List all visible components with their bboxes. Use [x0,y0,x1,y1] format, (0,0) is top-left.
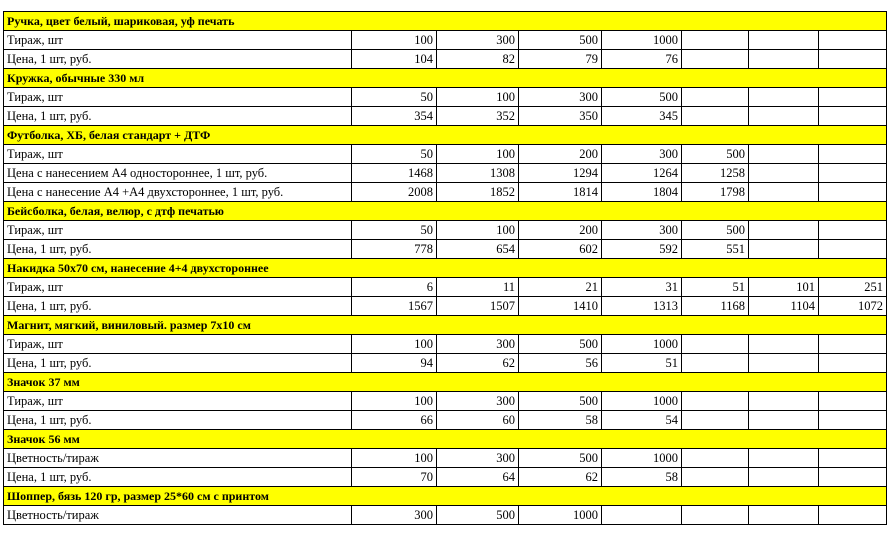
table-cell: 51 [682,278,749,297]
table-cell: 1000 [519,506,602,525]
table-cell: 300 [602,221,682,240]
table-cell [749,449,819,468]
table-cell [682,31,749,50]
section-title: Накидка 50х70 см, нанесение 4+4 двухстороннее [4,259,887,278]
table-cell [749,392,819,411]
row-label: Цена с нанесением А4 одностороннее, 1 шт, руб. [4,164,352,183]
table-cell: 6 [352,278,437,297]
table-cell [682,449,749,468]
table-cell [819,88,887,107]
table-cell: 1468 [352,164,437,183]
section-header-row [4,430,887,449]
table-cell: 1000 [602,392,682,411]
table-cell [749,107,819,126]
row-label: Тираж, шт [4,88,352,107]
table-row [4,335,887,354]
table-cell [682,50,749,69]
table-cell: 1072 [819,297,887,316]
row-label: Цена, 1 шт, руб. [4,411,352,430]
table-cell: 62 [437,354,519,373]
section-header-row [4,126,887,145]
table-cell: 500 [519,449,602,468]
table-row [4,278,887,297]
table-row [4,506,887,525]
table-row [4,145,887,164]
table-cell: 58 [519,411,602,430]
row-label: Цена, 1 шт, руб. [4,297,352,316]
table-cell [819,506,887,525]
table-row [4,50,887,69]
table-cell [682,335,749,354]
table-cell: 1567 [352,297,437,316]
table-cell: 100 [437,88,519,107]
table-cell: 654 [437,240,519,259]
row-label: Цена, 1 шт, руб. [4,468,352,487]
table-cell [749,31,819,50]
table-cell [682,392,749,411]
table-cell [749,221,819,240]
table-cell: 1804 [602,183,682,202]
table-cell: 58 [602,468,682,487]
table-row [4,240,887,259]
section-header-row [4,259,887,278]
table-cell [749,354,819,373]
row-label: Тираж, шт [4,278,352,297]
row-label: Цветность/тираж [4,506,352,525]
table-cell: 500 [602,88,682,107]
row-label: Тираж, шт [4,221,352,240]
table-cell: 100 [437,221,519,240]
row-label: Тираж, шт [4,335,352,354]
section-header-row [4,316,887,335]
table-cell [682,411,749,430]
table-cell: 352 [437,107,519,126]
table-row [4,411,887,430]
table-cell: 200 [519,221,602,240]
row-label: Цена, 1 шт, руб. [4,354,352,373]
section-title: Магнит, мягкий, виниловый. размер 7х10 см [4,316,887,335]
table-cell: 100 [352,31,437,50]
table-row [4,107,887,126]
table-cell: 1104 [749,297,819,316]
table-row [4,449,887,468]
table-cell [819,468,887,487]
table-cell: 51 [602,354,682,373]
table-cell [819,50,887,69]
table-cell: 1814 [519,183,602,202]
table-cell: 1294 [519,164,602,183]
section-title: Кружка, обычные 330 мл [4,69,887,88]
table-cell [819,183,887,202]
table-cell: 300 [519,88,602,107]
table-cell [682,354,749,373]
table-row [4,88,887,107]
table-cell: 50 [352,221,437,240]
table-cell: 66 [352,411,437,430]
table-cell [682,88,749,107]
table-cell: 100 [437,145,519,164]
price-table [3,11,887,525]
table-cell: 60 [437,411,519,430]
table-row [4,468,887,487]
table-cell [682,107,749,126]
table-cell [749,468,819,487]
table-cell: 11 [437,278,519,297]
table-cell: 500 [519,31,602,50]
table-cell [819,411,887,430]
table-cell: 1000 [602,449,682,468]
table-row [4,392,887,411]
table-cell [749,506,819,525]
table-cell [819,221,887,240]
table-row [4,183,887,202]
table-cell [749,50,819,69]
table-cell: 56 [519,354,602,373]
table-cell: 82 [437,50,519,69]
row-label: Цена, 1 шт, руб. [4,240,352,259]
table-cell: 354 [352,107,437,126]
table-row [4,164,887,183]
row-label: Цена, 1 шт, руб. [4,107,352,126]
table-cell [819,354,887,373]
section-title: Значок 56 мм [4,430,887,449]
table-cell: 1264 [602,164,682,183]
table-cell [682,468,749,487]
section-header-row [4,12,887,31]
table-cell: 104 [352,50,437,69]
table-cell: 300 [437,335,519,354]
table-cell: 551 [682,240,749,259]
table-cell: 500 [519,392,602,411]
price-sheet [3,11,887,525]
table-cell: 31 [602,278,682,297]
table-cell: 300 [437,449,519,468]
row-label: Тираж, шт [4,392,352,411]
table-body [4,12,887,525]
table-cell: 500 [682,221,749,240]
section-header-row [4,373,887,392]
table-cell: 500 [519,335,602,354]
row-label: Цветность/тираж [4,449,352,468]
table-cell: 70 [352,468,437,487]
table-cell [749,88,819,107]
table-cell: 1798 [682,183,749,202]
section-title: Бейсболка, белая, велюр, с дтф печатью [4,202,887,221]
table-cell: 778 [352,240,437,259]
table-cell: 602 [519,240,602,259]
table-cell: 300 [602,145,682,164]
table-cell [602,506,682,525]
table-row [4,354,887,373]
table-cell: 64 [437,468,519,487]
table-row [4,31,887,50]
table-cell: 1258 [682,164,749,183]
table-cell [819,240,887,259]
table-cell [749,335,819,354]
section-title: Ручка, цвет белый, шариковая, уф печать [4,12,887,31]
table-cell [749,240,819,259]
row-label: Тираж, шт [4,31,352,50]
table-cell: 251 [819,278,887,297]
table-cell: 100 [352,335,437,354]
table-cell: 50 [352,145,437,164]
row-label: Цена с нанесение А4 +А4 двухстороннее, 1 шт, руб. [4,183,352,202]
table-cell [749,164,819,183]
table-cell [749,411,819,430]
table-cell: 21 [519,278,602,297]
table-cell: 300 [437,31,519,50]
table-cell: 101 [749,278,819,297]
table-cell: 1168 [682,297,749,316]
table-cell: 592 [602,240,682,259]
section-header-row [4,69,887,88]
table-cell: 2008 [352,183,437,202]
table-row [4,221,887,240]
table-row [4,297,887,316]
table-cell [682,506,749,525]
table-cell: 50 [352,88,437,107]
table-cell: 500 [437,506,519,525]
table-cell: 300 [437,392,519,411]
table-cell: 500 [682,145,749,164]
section-title: Футболка, ХБ, белая стандарт + ДТФ [4,126,887,145]
table-cell: 79 [519,50,602,69]
table-cell [819,392,887,411]
table-cell: 62 [519,468,602,487]
row-label: Цена, 1 шт, руб. [4,50,352,69]
section-header-row [4,487,887,506]
table-cell: 1507 [437,297,519,316]
table-cell: 1410 [519,297,602,316]
table-cell: 76 [602,50,682,69]
table-cell: 1313 [602,297,682,316]
table-cell [749,183,819,202]
table-cell: 1308 [437,164,519,183]
table-cell [819,335,887,354]
table-cell: 200 [519,145,602,164]
table-cell: 54 [602,411,682,430]
table-cell [819,145,887,164]
table-cell [819,449,887,468]
table-cell: 345 [602,107,682,126]
table-cell [819,164,887,183]
table-cell [819,31,887,50]
table-cell [819,107,887,126]
table-cell: 100 [352,392,437,411]
table-cell: 100 [352,449,437,468]
table-cell [749,145,819,164]
table-cell: 1000 [602,335,682,354]
section-header-row [4,202,887,221]
table-cell: 1852 [437,183,519,202]
table-cell: 300 [352,506,437,525]
table-cell: 350 [519,107,602,126]
table-cell: 94 [352,354,437,373]
row-label: Тираж, шт [4,145,352,164]
table-cell: 1000 [602,31,682,50]
section-title: Шоппер, бязь 120 гр, размер 25*60 см с принтом [4,487,887,506]
section-title: Значок 37 мм [4,373,887,392]
